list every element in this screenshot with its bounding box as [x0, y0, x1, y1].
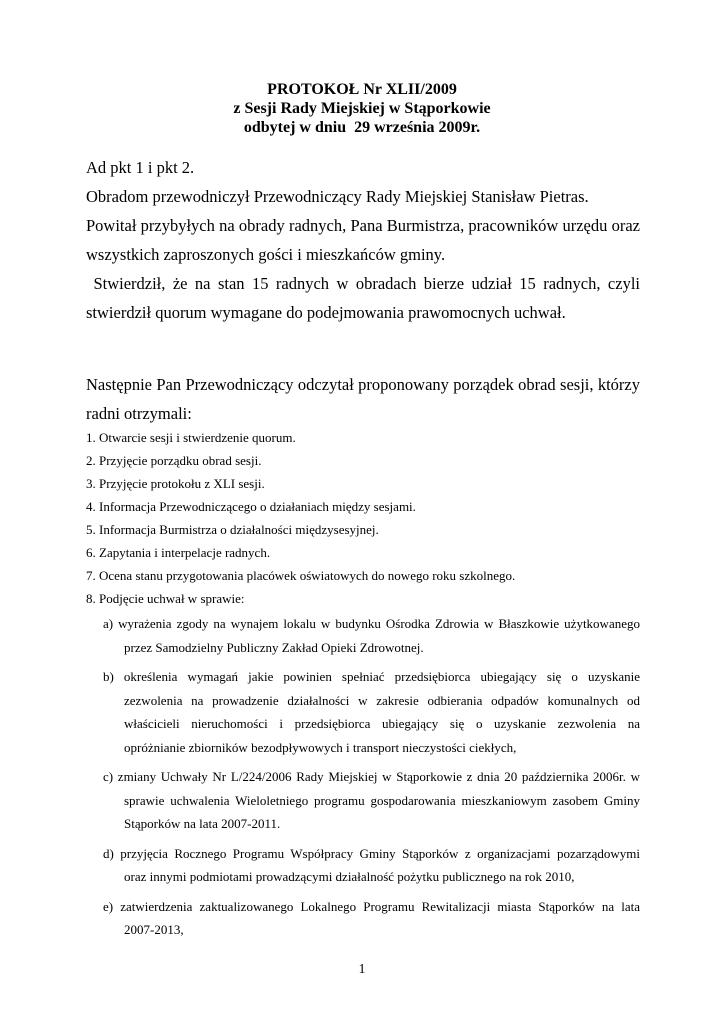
protocol-header [0, 80, 724, 137]
header-date: odbytej w dniu 29 września 2009r. [243, 119, 481, 136]
header-title: PROTOKOŁ Nr XLII/2009 [267, 81, 457, 98]
subitem-b-line1: b) określenia wymagań jakie powinien spełniać przedsiębiorca ubiegający się o uzyskanie [103, 669, 640, 684]
subitem-b-line4: opróżnianie zbiorników bezodpływowych i transport nieczystości ciekłych, [124, 739, 517, 755]
greeting-paragraph-line2: wszystkich zaproszonych gości i mieszkańców gminy. [86, 245, 446, 264]
greeting-paragraph-line1: Powitał przybyłych na obrady radnych, Pana Burmistrza, pracowników urzędu oraz [86, 216, 640, 235]
page-number: 1 [358, 962, 366, 977]
quorum-paragraph-line1: Stwierdził, że na stan 15 radnych w obradach bierze udział 15 radnych, czyli [86, 274, 640, 293]
subitem-e [103, 895, 640, 942]
list-item: 2. Przyjęcie porządku obrad sesji. [86, 453, 262, 468]
subitem-d-line1: d) przyjęcia Rocznego Programu Współpracy Gminy Stąporków z organizacjami pozarządowymi [103, 845, 640, 861]
list-item: 6. Zapytania i interpelacje radnych. [86, 545, 271, 560]
subitem-b-line3: właścicieli nieruchomości i przedsiębiorca ubiegający się o uzyskanie zezwolenia na [124, 716, 640, 731]
subitem-c-line3: Stąporków na lata 2007-2011. [124, 816, 281, 831]
subitem-c-line2: sprawie uchwalenia Wieloletniego programu gospodarowania mieszkaniowym zasobem Gminy [124, 792, 640, 808]
subitem-d [103, 842, 640, 889]
list-item: 1. Otwarcie sesji i stwierdzenie quorum. [86, 430, 296, 445]
intro-section [86, 153, 640, 327]
subitem-a-line2: przez Samodzielny Publiczny Zakład Opieki Zdrowotnej. [124, 639, 424, 655]
list-item: 5. Informacja Burmistrza o działalności międzysesyjnej. [86, 522, 379, 537]
subitem-e-line2: 2007-2013, [124, 922, 184, 937]
list-item: 4. Informacja Przewodniczącego o działaniach między sesjami. [86, 499, 416, 514]
subitem-b-line2: zezwolenia na prowadzenie działalności w zakresie odbierania odpadów komunalnych od [124, 692, 640, 708]
agenda-intro-line2: radni otrzymali: [86, 404, 192, 423]
agenda-intro [86, 370, 640, 428]
subitem-a [103, 612, 640, 659]
agenda-point-heading: Ad pkt 1 i pkt 2. [86, 158, 195, 177]
list-item: 7. Ocena stanu przygotowania placówek oświatowych do nowego roku szkolnego. [86, 568, 516, 583]
subitem-e-line1: e) zatwierdzenia zaktualizowanego Lokalnego Programu Rewitalizacji miasta Stąporków na lata [103, 898, 640, 914]
subitem-c-line1: c) zmiany Uchwały Nr L/224/2006 Rady Miejskiej w Stąporkowie z dnia 20 października 2006r. w [103, 769, 640, 784]
list-item: 3. Przyjęcie protokołu z XLI sesji. [86, 476, 265, 491]
agenda-list [86, 426, 640, 610]
list-item: 8. Podjęcie uchwał w sprawie: [86, 591, 245, 606]
chair-paragraph: Obradom przewodniczył Przewodniczący Rady Miejskiej Stanisław Pietras. [86, 187, 589, 206]
subitem-d-line2: oraz innymi podmiotami prowadzącymi działalność pożytku publicznego na rok 2010, [124, 869, 575, 884]
resolution-subitems [103, 612, 640, 942]
subitem-b [103, 665, 640, 759]
subitem-a-line1: a) wyrażenia zgody na wynajem lokalu w budynku Ośrodka Zdrowia w Błaszkowie użytkowanego [103, 616, 640, 631]
header-subtitle: z Sesji Rady Miejskiej w Stąporkowie [233, 100, 491, 117]
agenda-intro-line1: Następnie Pan Przewodniczący odczytał proponowany porządek obrad sesji, którzy [86, 375, 640, 394]
subitem-c [103, 765, 640, 836]
quorum-paragraph-line2: stwierdził quorum wymagane do podejmowania prawomocnych uchwał. [86, 303, 566, 322]
